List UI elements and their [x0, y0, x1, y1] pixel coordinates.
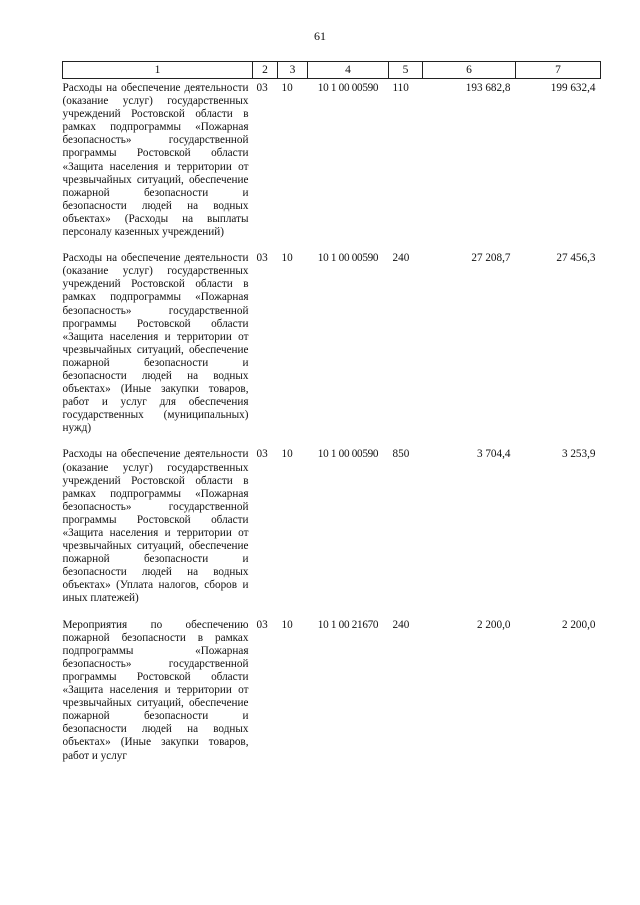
row-target-article-code: 10 1 00 00590 — [317, 448, 379, 461]
row-section-code: 03 — [256, 618, 268, 631]
row-subsection-code: 10 — [281, 448, 293, 461]
row-description: Расходы на обеспечение деятельности (оказание услуг) государственных учреждений Ростовской области в рамках подпрограммы «Пожарная безопасность» государственной программы Ростовской области «Защита населения и территории от чрезвычайных ситуаций, обеспечение пожарной безопасности и безопасности людей на водных объектах» (Расходы на выплаты персоналу казенных учреждений) — [62, 82, 249, 239]
row-expense-type-code: 240 — [392, 618, 410, 631]
row-target-article-code: 10 1 00 00590 — [317, 82, 379, 94]
row-amount-year-1: 193 682,8 — [465, 82, 511, 94]
row-amount-year-1: 3 704,4 — [476, 448, 511, 461]
row-amount-year-2: 27 456,3 — [556, 252, 596, 265]
row-description: Расходы на обеспечение деятельности (оказание услуг) государственных учреждений Ростовской области в рамках подпрограммы «Пожарная безопасность» государственной программы Ростовской области «Защита населения и территории от чрезвычайных ситуаций, обеспечение пожарной безопасности и безопасности людей на водных объектах» (Иные закупки товаров, работ и услуг для обеспечения государственных (муниципальных) нужд) — [62, 252, 249, 435]
row-amount-year-1: 2 200,0 — [476, 618, 511, 631]
row-expense-type-code: 850 — [392, 448, 410, 461]
row-amount-year-2: 3 253,9 — [561, 448, 596, 461]
row-amount-year-1: 27 208,7 — [471, 252, 511, 265]
table-row — [63, 616, 601, 773]
row-description: Расходы на обеспечение деятельности (оказание услуг) государственных учреждений Ростовской области в рамках подпрограммы «Пожарная безопасность» государственной программы Ростовской области «Защита населения и территории от чрезвычайных ситуаций, обеспечение пожарной безопасности и безопасности людей на водных объектах» (Уплата налогов, сборов и иных платежей) — [62, 448, 249, 605]
page-number: 61 — [314, 29, 326, 43]
header-row — [63, 62, 601, 79]
row-description: Мероприятия по обеспечению пожарной безопасности в рамках подпрограммы «Пожарная безопасность» государственной программы Ростовской области «Защита населения и территории от чрезвычайных ситуаций, обеспечение пожарной безопасности и безопасности людей на водных объектах» (Иные закупки товаров, работ и услуг — [62, 618, 249, 762]
row-section-code: 03 — [256, 448, 268, 461]
table-row — [63, 445, 601, 615]
row-expense-type-code: 110 — [392, 82, 409, 94]
column-header-5: 5 — [389, 62, 423, 79]
row-subsection-code: 10 — [281, 618, 293, 631]
column-header-2: 2 — [253, 62, 278, 79]
table-row — [63, 249, 601, 445]
row-section-code: 03 — [256, 82, 268, 94]
row-subsection-code: 10 — [281, 252, 293, 265]
row-expense-type-code: 240 — [392, 252, 410, 265]
column-header-4: 4 — [308, 62, 389, 79]
row-amount-year-2: 2 200,0 — [561, 618, 596, 631]
column-header-1: 1 — [63, 62, 253, 79]
row-subsection-code: 10 — [281, 82, 293, 94]
row-target-article-code: 10 1 00 00590 — [317, 252, 379, 265]
column-header-6: 6 — [423, 62, 516, 79]
row-target-article-code: 10 1 00 21670 — [317, 618, 379, 631]
row-amount-year-2: 199 632,4 — [550, 82, 596, 94]
table-row — [63, 79, 601, 250]
column-header-3: 3 — [278, 62, 308, 79]
column-header-7: 7 — [516, 62, 601, 79]
row-section-code: 03 — [256, 252, 268, 265]
budget-table — [62, 61, 601, 773]
